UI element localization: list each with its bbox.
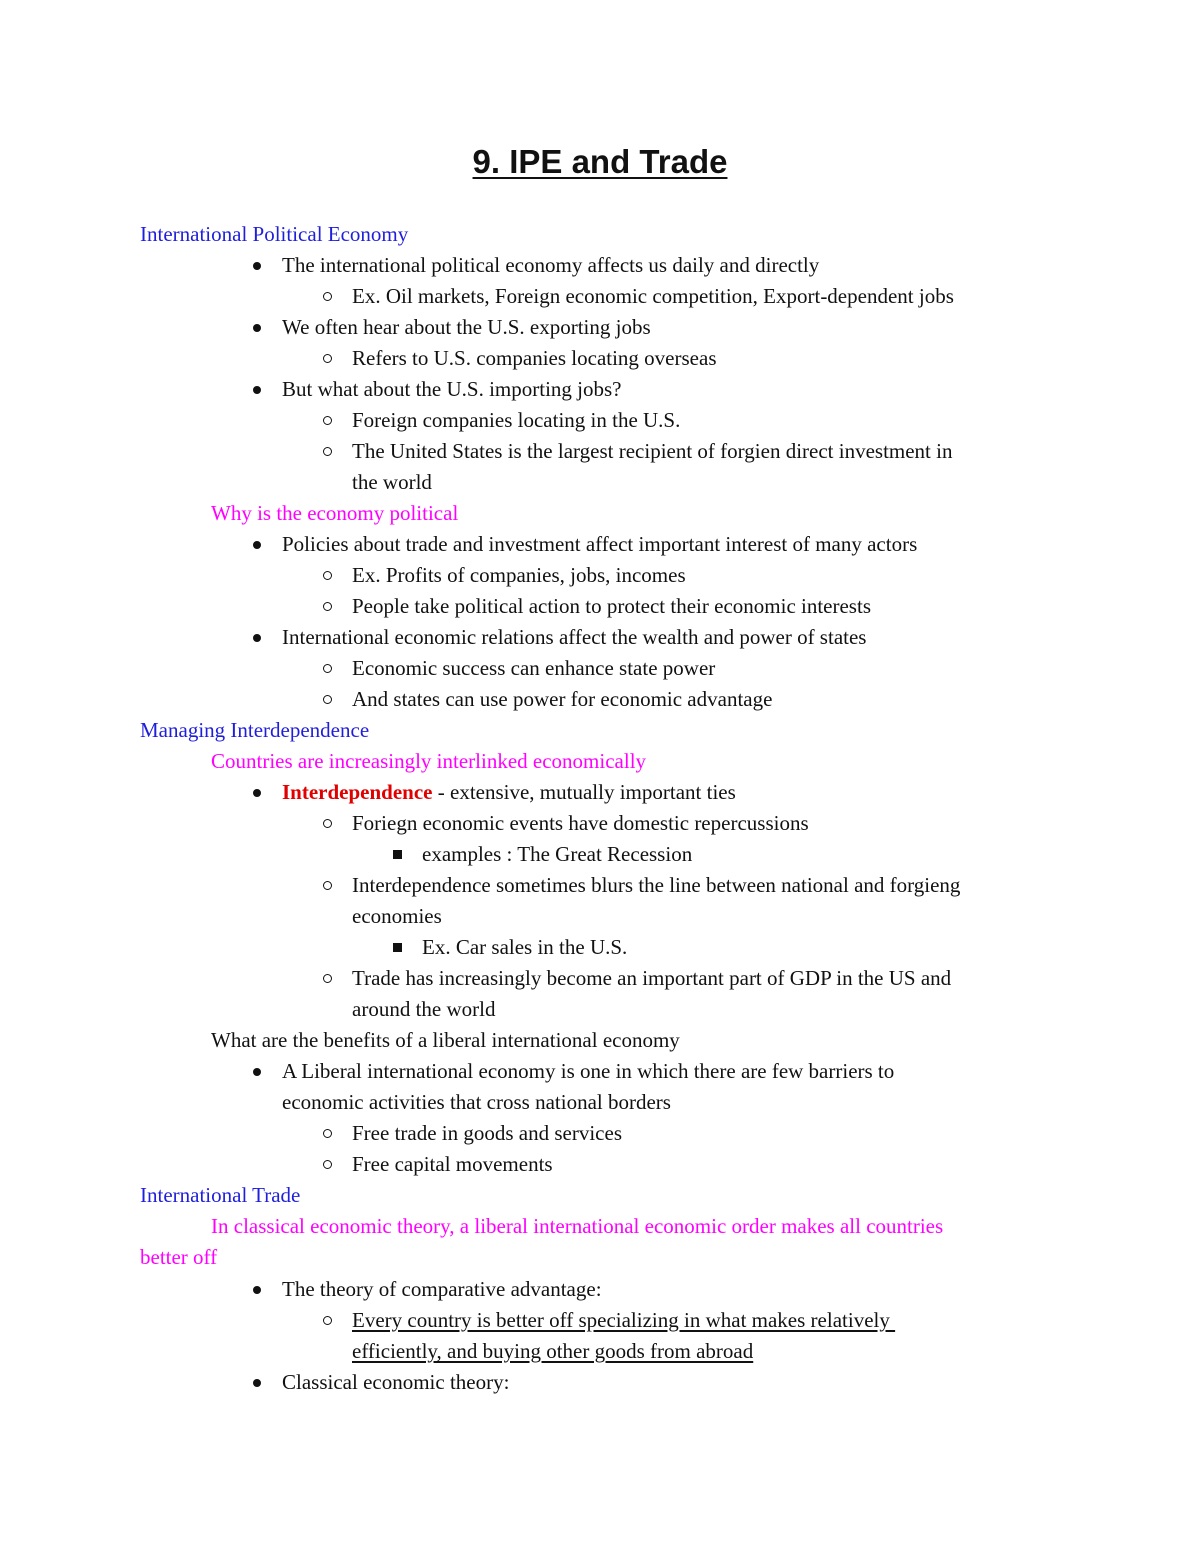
page-title: 9. IPE and Trade	[472, 143, 728, 180]
bullet-circle-icon	[317, 808, 337, 839]
list-item-underlined: Every country is better off specializing in what makes relatively	[352, 1308, 896, 1332]
bullet-dot-icon	[247, 777, 267, 808]
list-item-continuation: economies	[352, 904, 442, 928]
list-item: A Liberal international economy is one in which there are few barriers to	[282, 1059, 895, 1083]
subheading-why-political: Why is the economy political	[211, 501, 459, 525]
subheading-interlinked: Countries are increasingly interlinked economically	[211, 749, 647, 773]
bullet-dot-icon	[247, 529, 267, 560]
list-item: Foreign companies locating in the U.S.	[352, 408, 681, 432]
bullet-circle-icon	[317, 281, 337, 312]
bullet-square-icon	[387, 839, 407, 870]
list-item: Free capital movements	[352, 1152, 553, 1176]
subheading-classical-theory-continuation: better off	[140, 1245, 218, 1269]
bullet-square-icon	[387, 932, 407, 963]
list-item-underlined-continuation: efficiently, and buying other goods from abroad	[352, 1339, 754, 1363]
bullet-dot-icon	[247, 1367, 267, 1398]
list-item: International economic relations affect the wealth and power of states	[282, 625, 867, 649]
list-item: Refers to U.S. companies locating overseas	[352, 346, 717, 370]
list-item: Foriegn economic events have domestic repercussions	[352, 811, 809, 835]
bullet-dot-icon	[247, 1274, 267, 1305]
list-item: Trade has increasingly become an important part of GDP in the US and	[352, 966, 952, 990]
list-item: People take political action to protect their economic interests	[352, 594, 871, 618]
bullet-circle-icon	[317, 963, 337, 994]
bullet-dot-icon	[247, 250, 267, 281]
list-item: The theory of comparative advantage:	[282, 1277, 602, 1301]
bullet-dot-icon	[247, 374, 267, 405]
subheading-classical-theory: In classical economic theory, a liberal international economic order makes all countries	[211, 1214, 944, 1238]
section-heading-interdependence: Managing Interdependence	[140, 718, 370, 742]
bullet-circle-icon	[317, 870, 337, 901]
bullet-circle-icon	[317, 1118, 337, 1149]
list-item: Interdependence sometimes blurs the line between national and forgieng	[352, 873, 961, 897]
bullet-circle-icon	[317, 684, 337, 715]
list-item-continuation: the world	[352, 470, 432, 494]
bullet-circle-icon	[317, 1149, 337, 1180]
bullet-dot-icon	[247, 622, 267, 653]
bullet-circle-icon	[317, 653, 337, 684]
bullet-dot-icon	[247, 312, 267, 343]
bullet-circle-icon	[317, 560, 337, 591]
bullet-circle-icon	[317, 1305, 337, 1336]
list-item-continuation: economic activities that cross national borders	[282, 1090, 671, 1114]
bullet-circle-icon	[317, 405, 337, 436]
list-item: Ex. Profits of companies, jobs, incomes	[352, 563, 686, 587]
list-item: Classical economic theory:	[282, 1370, 510, 1394]
list-item: Economic success can enhance state power	[352, 656, 716, 680]
bullet-circle-icon	[317, 343, 337, 374]
list-item: The international political economy affects us daily and directly	[282, 253, 820, 277]
list-item: Free trade in goods and services	[352, 1121, 622, 1145]
list-item: And states can use power for economic advantage	[352, 687, 773, 711]
section-heading-international-trade: International Trade	[140, 1183, 301, 1207]
bullet-circle-icon	[317, 591, 337, 622]
list-item: Ex. Car sales in the U.S.	[422, 935, 628, 959]
bullet-circle-icon	[317, 436, 337, 467]
keyword-interdependence: Interdependence	[282, 780, 433, 804]
list-item: examples : The Great Recession	[422, 842, 693, 866]
list-item: We often hear about the U.S. exporting jobs	[282, 315, 651, 339]
subheading-benefits: What are the benefits of a liberal international economy	[211, 1028, 680, 1052]
list-item: Policies about trade and investment affect important interest of many actors	[282, 532, 918, 556]
definition-text: - extensive, mutually important ties	[432, 780, 736, 804]
section-heading-ipe: International Political Economy	[140, 222, 409, 246]
list-item: Ex. Oil markets, Foreign economic competition, Export-dependent jobs	[352, 284, 954, 308]
list-item-continuation: around the world	[352, 997, 496, 1021]
list-item-definition	[282, 777, 736, 808]
bullet-dot-icon	[247, 1056, 267, 1087]
list-item: The United States is the largest recipient of forgien direct investment in	[352, 439, 953, 463]
list-item: But what about the U.S. importing jobs?	[282, 377, 622, 401]
